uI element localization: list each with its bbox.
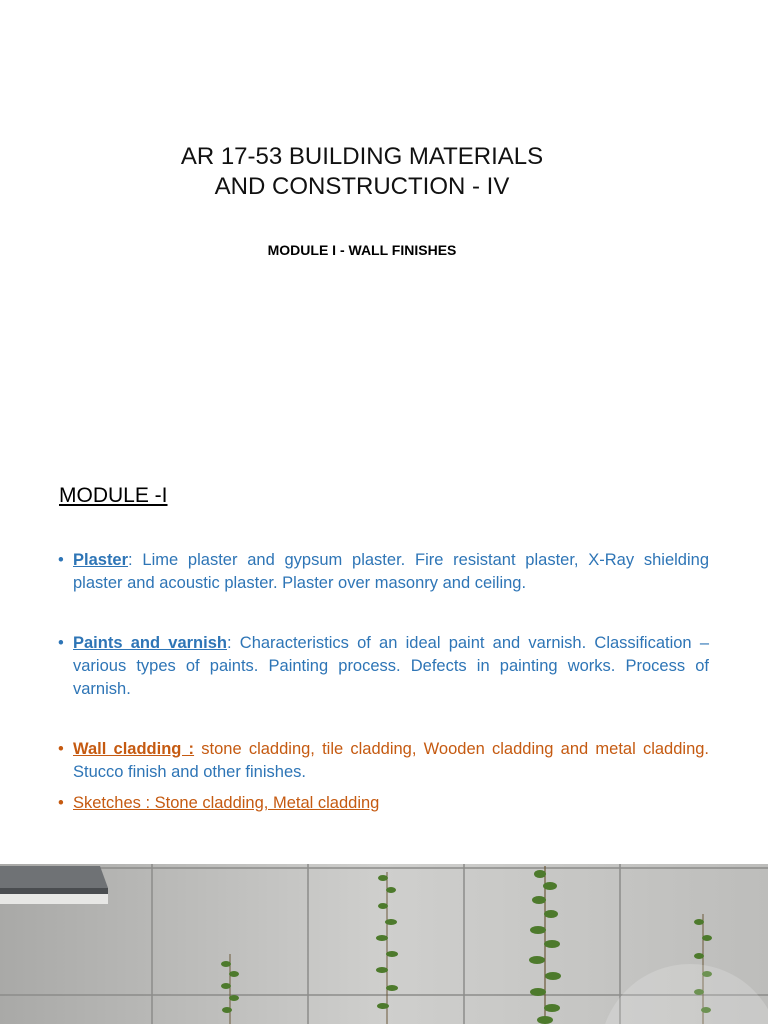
bullet-key: Wall cladding : [73, 740, 195, 758]
title-slide [0, 0, 768, 430]
bullet-text-blue: Stucco finish and other finishes. [73, 763, 306, 781]
canopy [0, 866, 108, 904]
bullet-sep: : [226, 634, 232, 652]
bullet-text: Characteristics of an ideal paint and varnish. Classification – various types of paints. Painting process. Defects in painting works. Process of varnish. [73, 634, 709, 698]
bullet-text: Sketches : Stone cladding, Metal cladding [73, 794, 380, 812]
bullet-sep: : [128, 551, 133, 569]
bullet-sketches [73, 792, 709, 815]
wall-cladding-photo [0, 864, 768, 1024]
bullet-text-orange: stone cladding, tile cladding, Wooden cladding and metal cladding. [194, 740, 710, 758]
photo-illustration [0, 864, 768, 1024]
bullet-paints [73, 632, 709, 701]
bullet-key: Plaster [73, 551, 129, 569]
bullet-wall-cladding [73, 738, 709, 784]
title-line-2: AND CONSTRUCTION - IV [214, 173, 510, 200]
bullet-plaster [73, 549, 709, 595]
slide-title [0, 142, 724, 202]
bullet-key: Paints and varnish [73, 634, 227, 652]
slide-subtitle: MODULE I - WALL FINISHES [267, 242, 457, 258]
title-line-1: AR 17-53 BUILDING MATERIALS [180, 143, 544, 170]
module-heading: MODULE -I [59, 484, 168, 507]
module-slide [0, 430, 768, 864]
bullet-text: Lime plaster and gypsum plaster. Fire resistant plaster, X-Ray shielding plaster and acoustic plaster. Plaster over masonry and ceiling. [73, 551, 709, 592]
